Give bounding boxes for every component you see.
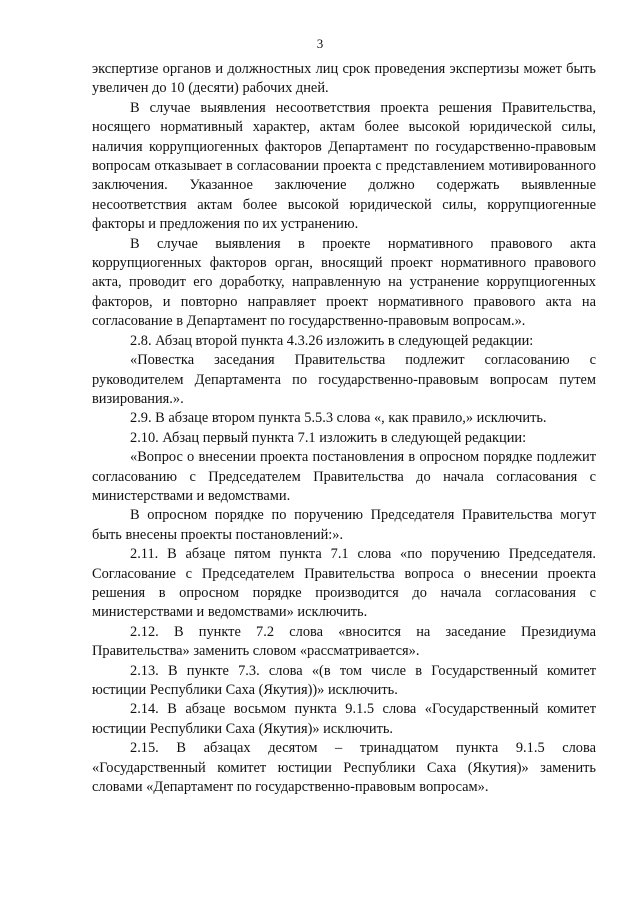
document-body [92,60,596,797]
paragraph: «Вопрос о внесении проекта постановления в опросном порядке подлежит согласованию с Председателем Правительства до начала согласования с министерствами и ведомствами. [92,449,596,504]
paragraph-item-2-15: 2.15. В абзацах десятом – тринадцатом пункта 9.1.5 слова «Государственный комитет юстиции Республики Саха (Якутия)» заменить словами «Департамент по государственно-правовым вопросам». [92,740,596,796]
paragraph-item-2-11: 2.11. В абзаце пятом пункта 7.1 слова «по поручению Председателя. Согласование с Председателем Правительства вопроса о внесении проекта решения в опросном порядке производится до начала согласования с министерствами и ведомствами» исключить. [92,546,596,621]
paragraph-continuation: экспертизе органов и должностных лиц срок проведения экспертизы может быть увеличен до 10 (десяти) рабочих дней. [92,61,596,97]
paragraph: В случае выявления в проекте нормативного правового акта коррупциогенных факторов орган, вносящий проект нормативного правового акта, проводит его доработку, направленную на устранение коррупциогенных факторов, и повторно направляет проект нормативного правового акта на согласование в Департамент по государственно-правовым вопросам.». [92,235,596,330]
paragraph-item-2-12: 2.12. В пункте 7.2 слова «вносится на заседание Президиума Правительства» заменить словом «рассматривается». [92,623,596,660]
paragraph: В опросном порядке по поручению Председателя Правительства могут быть внесены проекты постановлений:». [92,507,596,543]
page-number: 3 [316,36,324,51]
paragraph: «Повестка заседания Правительства подлежит согласованию с руководителем Департамента по государственно-правовым вопросам путем визирования.». [92,352,596,407]
paragraph-item-2-10: 2.10. Абзац первый пункта 7.1 изложить в следующей редакции: [130,429,527,446]
paragraph-item-2-13: 2.13. В пункте 7.3. слова «(в том числе в Государственный комитет юстиции Республики Саха (Якутия))» исключить. [92,662,596,698]
paragraph: В случае выявления несоответствия проекта решения Правительства, носящего нормативный характер, актам более высокой юридической силы, наличия коррупциогенных факторов Департамент по государственно-правовым вопросам отказывает в согласовании проекта с представлением мотивированного заключения. Указанное заключение должно содержать выявленные несоответствия актам более высокой юридической силы, коррупциогенные факторы и предложения по их устранению. [92,99,596,233]
paragraph-item-2-9: 2.9. В абзаце втором пункта 5.5.3 слова «, как правило,» исключить. [130,410,547,427]
paragraph-item-2-8: 2.8. Абзац второй пункта 4.3.26 изложить в следующей редакции: [130,332,534,349]
paragraph-item-2-14: 2.14. В абзаце восьмом пункта 9.1.5 слова «Государственный комитет юстиции Республики Саха (Якутия)» исключить. [92,701,596,737]
